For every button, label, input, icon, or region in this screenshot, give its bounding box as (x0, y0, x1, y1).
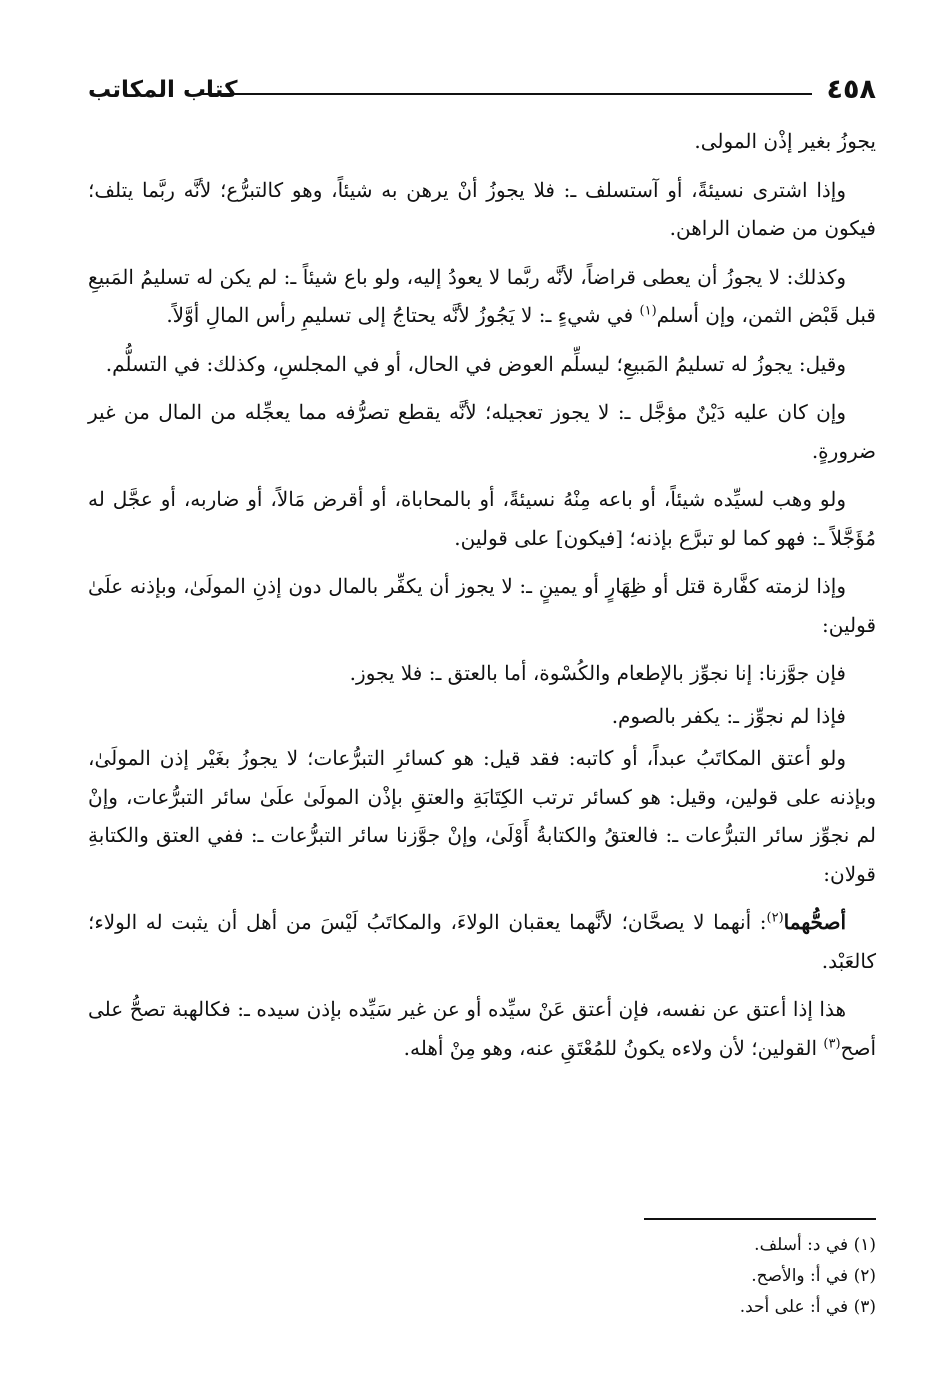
paragraph: ولو وهب لسيِّده شيئاً، أو باعه مِنْهُ نسيئةً، أو بالمحاباة، أو أقرض مَالاً، أو ضاربه، أو عجَّل له مُؤَجَّلاً ـ: فهو كما لو تبرَّع بإذنه؛ [فيكون] على قولين. (88, 487, 876, 550)
footnotes (276, 1230, 876, 1323)
footnote-separator (644, 1218, 876, 1220)
footnote-marker: (١) (639, 303, 657, 319)
paragraph (88, 990, 876, 1067)
page-number: ٤٥٨ (826, 74, 876, 105)
paragraph: وإذا لزمته كفَّارة قتل أو ظِهَارٍ أو يمينٍ ـ: لا يجوز أن يكفِّر بالمال دون إذنِ المولَىٰ، وبإذنه علَىٰ قولين: (88, 574, 876, 637)
main-text (88, 122, 876, 1077)
paragraph: وقيل: يجوزُ له تسليمُ المَبيعِ؛ ليسلِّم العوض في الحال، أو في المجلسِ، وكذلك: في التسلُّم. (105, 351, 846, 376)
footnote: (٣) في أ: على أحد. (739, 1297, 876, 1317)
paragraph: يجوزُ بغير إذْن المولى. (694, 129, 876, 153)
paragraph-text: هذا إذا أعتق عن نفسه، فإن أعتق عَنْ سيِّده أو عن غير سَيِّده بإذن سيده ـ: فكالهبة تصحُّ على أصح (88, 997, 876, 1060)
paragraph-text: في شيءٍ ـ: لا يَجُوزُ لأنَّه يحتاجُ إلى تسليمِ رأس المالِ أوَّلاً. (166, 303, 640, 327)
paragraph: فإذا لم نجوِّز ـ: يكفر بالصوم. (611, 703, 846, 728)
running-title: كتاب المكاتب (88, 77, 238, 103)
paragraph-text: وكذلك: لا يجوزُ أن يعطى قراضاً، لأنَّه ربَّما لا يعودُ إليه، ولو باع شيئاً ـ: لم يكن له تسليمُ المَبيعِ قبل قَبْض الثمن، وإن أسلم (88, 264, 876, 327)
paragraph-text: : أنهما لا يصحَّان؛ لأنَّهما يعقبان الولاءَ، والمكاتَبُ لَيْسَ من أهل أن يثبت له الولاء؛ كالعَبْد. (88, 910, 876, 973)
footnote: (١) في د: أسلف. (754, 1235, 876, 1255)
paragraph (88, 258, 876, 335)
paragraph-text: القولين؛ لأن ولاءه يكونُ للمُعْتَقِ عنه، وهو مِنْ أهله. (403, 1035, 824, 1060)
bold-term: أصحُّهما (783, 910, 846, 934)
paragraph (88, 903, 876, 980)
paragraph: وإن كان عليه دَيْنٌ مؤجَّل ـ: لا يجوز تعجيله؛ لأنَّه يقطع تصرُّفه مما يعجِّله من المال من غير ضرورةٍ. (88, 400, 876, 463)
footnote: (٢) في أ: والأصح. (751, 1266, 876, 1286)
paragraph: وإذا اشترى نسيئةً، أو آستسلف ـ: فلا يجوزُ أنْ يرهن به شيئاً، وهو كالتبرُّع؛ لأنَّه ربَّما يتلف؛ فيكون من ضمان الراهن. (88, 177, 876, 240)
paragraph: ولو أعتق المكاتَبُ عبداً، أو كاتبه: فقد قيل: هو كسائرِ التبرُّعات؛ لا يجوزُ بغَيْر إذن المولَىٰ، وبإذنه على قولين، وقيل: هو كسائر ترتب الكِتَابَةِ والعتقِ بإذْن المولَىٰ علَىٰ سائر التبرُّعات، وإنْ لم نجوِّز سائر التبرُّعات ـ: فالعتقُ والكتابةُ أَوْلَىٰ، وإنْ جوَّزنا سائر التبرُّعات ـ: ففي العتق والكتابةِ قولان: (88, 746, 877, 886)
header-rule (200, 93, 812, 95)
footnote-marker: (٢) (766, 910, 784, 926)
paragraph: فإن جوَّزنا: إنا نجوِّز بالإطعام والكُسْوة، أما بالعتق ـ: فلا يجوز. (349, 661, 846, 685)
footnote-marker: (٣) (823, 1035, 841, 1051)
page-header (88, 76, 876, 106)
